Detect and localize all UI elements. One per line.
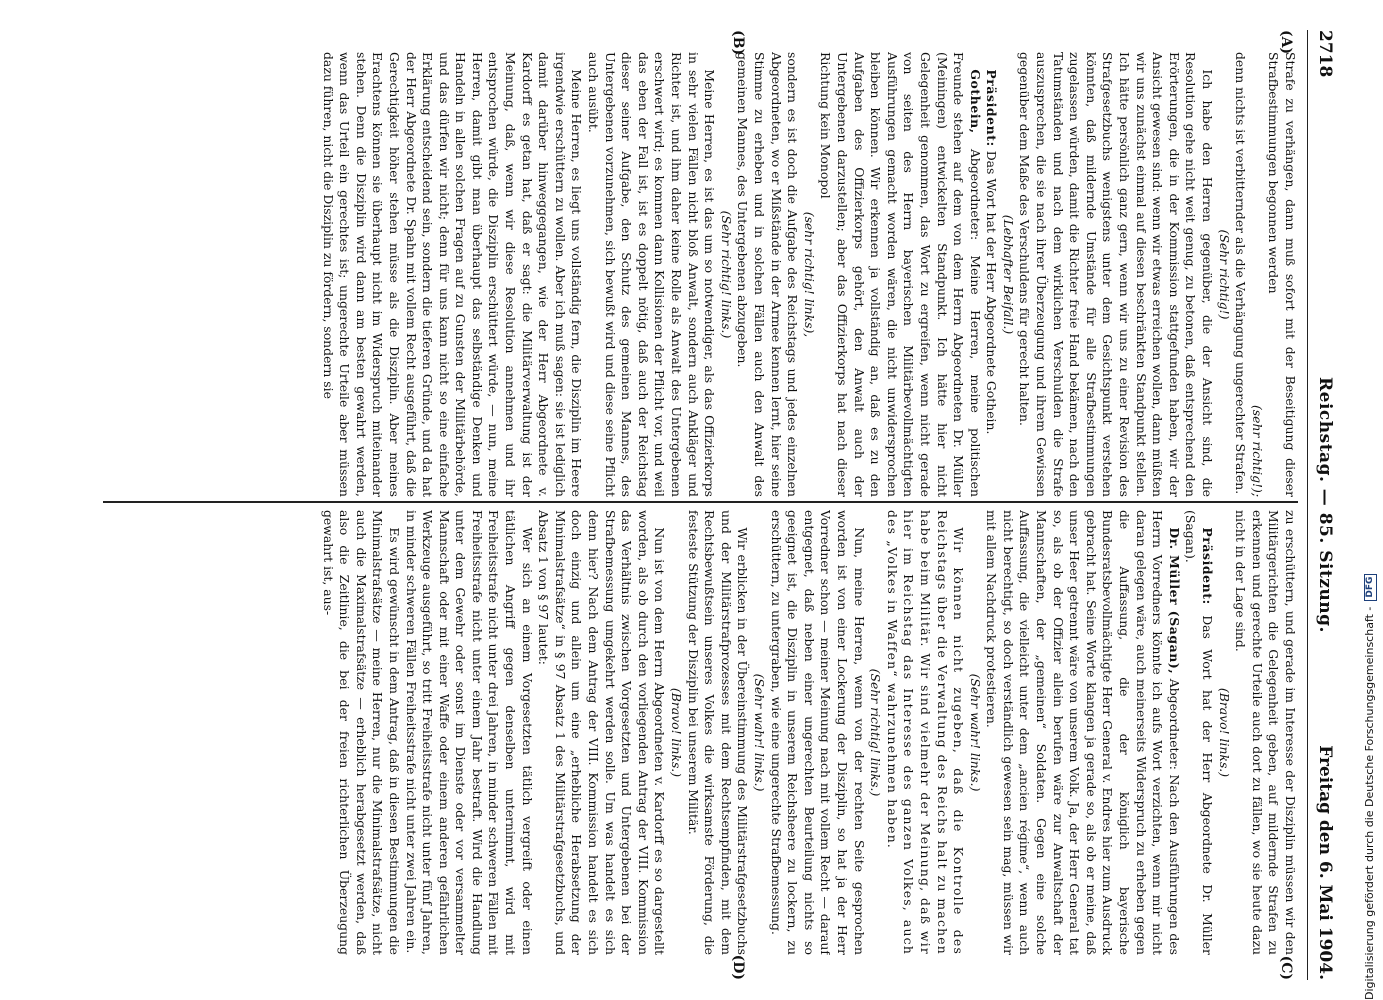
dfg-logo: DFG	[1364, 574, 1377, 601]
paragraph: Abgeordneter: Nach den Ausführungen des Herrn Vorredners könnte ich aufs Wort verzichten, wenn mir nicht daran gelegen wäre, auch meinerseits Widerspruch zu erheben gegen die Auffassung, die der königlich bayerische Bundesratsbevollmächtigte Herr General v. Endres hier zum Ausdruck gebracht hat. Seine Worte klangen ja gerade so, als ob er meine, daß unser Heer getrennt wäre von unserem Volk. Ja, der Herr General tat so, als ob der Offizier allein berufen wäre zur Anwaltschaft der Mannschaften, der „gemeinen“ Soldaten. Gegen eine solche Auffassung, die vielleicht unter dem „ancien régime“, wenn auch nicht berechtigt, so doch verständlich gewesen sein mag, müssen wir mit allem Nachdruck protestieren.	[984, 510, 1182, 955]
interjection: (Lebhafter Beifall.)	[1000, 214, 1016, 335]
header-rule	[1307, 30, 1308, 980]
credit-text: Digitalisierung gefördert durch die Deutsche Forschungsgemeinschaft -	[1363, 606, 1376, 1000]
interjection: (Sehr richtig! links.)	[718, 210, 734, 339]
quotation: Wer sich an einem Vorgesetzten tätlich vergreift oder einen tätlichen Angriff gegen denselben unternimmt, wird mit Freiheitsstrafe nicht unter drei Jahren, in minder schweren Fällen mit Freiheitsstrafe nicht unter einem Jahr bestraft. Wird die Handlung unter dem Gewehr oder sonst im Dienste oder vor versammelter Mannschaft oder mit einer Waffe oder einem anderen gefährlichen Werkzeuge ausgeführt, so tritt Freiheitsstrafe nicht unter fünf Jahren, in minder schweren Fällen Freiheitsstrafe nicht unter zwei Jahren ein.	[403, 510, 535, 955]
column-divider	[103, 501, 1298, 503]
page-number: 2718	[1315, 30, 1335, 78]
paragraph: Nun, meine Herren, wenn von der rechten Seite gesprochen worden ist von einer Lockerung der Disziplin, so hat ja der Herr Vorredner schon — meiner Meinung nach mit vollem Recht — darauf entgegnet, daß neben einer ungerechten Beurteilung nichts so geeignet ist, die Disziplin in unserem Reichsheere zu lockern, zu erschüttern, zu untergraben, wie eine ungerechte Strafbemessung.	[768, 510, 867, 955]
paragraph: Abgeordneter: Meine Herren, meine politischen Freunde stehen auf dem von dem Herrn Abgeordneten Dr. Müller (Meiningen) entwickelten Standpunkt. Ich hätte hier nicht Gelegenheit genommen, das Wort zu ergreifen, wenn nicht gerade von seiten des Herrn bayerischen Militärbevollmächtigten Ausführungen gemacht worden wären, die nicht unwidersprochen bleiben können. Wir erkennen ja vollständig an, daß es zu den Aufgaben des Offizierkorps gehört, den Anwalt auch der Untergebenen darzustellen; aber das Offizierkorps hat nach dieser Richtung kein Monopol	[818, 52, 983, 497]
paragraph: Es wird gewünscht in dem Antrag, daß in diesen Bestimmungen die Minimalstrafsätze — meine Herren, nur die Minimalstrafsätze, nicht auch die Maximalstrafsätze — erheblich herabgesetzt werden, daß also die Zeitlinie, die bei der freien richterlichen Überzeugung gewahrt ist, aus-	[320, 510, 402, 955]
speaker-label: Präsident:	[1200, 527, 1216, 605]
paragraph: Das Wort hat der Herr Abgeordnete Gothein.	[984, 150, 1000, 435]
paragraph: denn nichts ist verbitternder als die Verhängung ungerechter Strafen.	[1233, 52, 1249, 495]
paragraph: sondern es ist doch die Aufgabe des Reichstags und jedes einzelnen Abgeordneten, wo er Mißstände in der Armee kennen lernt, hier seine Stimme zu erheben und in solchen Fällen auch den Anwalt des gemeinen Mannes, des Untergebenen abzugeben.	[735, 52, 801, 497]
interjection: (sehr richtig!);	[1249, 404, 1265, 497]
paragraph: Meine Herren, es ist das um so notwendiger, als das Offizierkorps in sehr vielen Fällen nicht bloß Anwalt, sondern auch Ankläger und Richter ist, und ihm daher keine Rolle als Anwalt des Untergebenen erschwert wird; es kommen dann Kollisionen der Pflicht vor, und weil das eben der Fall ist, ist es doppelt nötig, daß auch der Reichstag dieser seiner Aufgabe, den Schutz des gemeinen Mannes, des Untergebenen vorzunehmen, sich bewußt wird und diese seine Pflicht auch ausübt.	[586, 52, 718, 497]
left-column	[103, 52, 1298, 497]
speaker-label: Dr. Müller (Sagan),	[1166, 527, 1182, 675]
header-date: Freitag den 6. Mai 1904.	[1315, 745, 1335, 980]
margin-marker-d: (D)	[730, 954, 746, 980]
paragraph: Strafe zu verhängen, dann muß sofort mit der Beseitigung dieser Strafbestimmungen begonnen werden	[1266, 52, 1298, 497]
paragraph: Nun ist von dem Herrn Abgeordneten v. Kardorff es so dargestellt worden, als ob durch den vorliegenden Antrag der VIII. Kommission das Verhältnis zwischen Vorgesetzten und Untergebenen bei der Strafbemessung umgekehrt werden solle. Um was handelt es sich denn hier? Nach dem Antrag der VIII. Kommission handelt es sich doch einzig und allein um eine „erhebliche Herabsetzung der Minimalstrafsätze“ in § 97 Absatz 1 des Militärstrafgesetzbuchs, und Absatz 1 von § 97 lautet:	[536, 510, 668, 955]
margin-marker-a: (A)	[1278, 30, 1294, 55]
paragraph: Das Wort hat der Herr Abgeordnete Dr. Müller (Sagan).	[1183, 510, 1216, 955]
paragraph: Wir können nicht zugeben, daß die Kontrolle des Reichstags über die Verwaltung des Reichs halt zu machen habe beim Militär. Wir sind vielmehr der Meinung, daß wir hier im Reichstag das Interesse des ganzen Volkes, auch des „Volkes in Waffen“ wahrzunehmen haben.	[884, 510, 967, 955]
interjection: (Sehr richtig!)	[1216, 229, 1232, 320]
right-column	[103, 510, 1298, 955]
interjection: (Bravo! links.)	[1216, 687, 1232, 778]
digitization-credit	[1362, 440, 1378, 1000]
paragraph: Ich habe den Herren gegenüber, die der Ansicht sind, die Resolution gehe nicht weit genug, zu betonen, daß entsprechend den Erörterungen, die in der Kommission stattgefunden haben, wir der Ansicht gewesen sind: wenn wir etwas erreichen wollen, dann müßten wir uns zunächst einmal auf diesen beschränkten Standpunkt stellen. Ich hätte persönlich ganz gern, wenn wir uns zu einer Revision des Strafgesetzbuchs wenigstens unter dem Gesichtspunkt verstehen könnten, daß mildernde Umstände für alle Strafbestimmungen zugelassen würden, damit die Richter freie Hand bekämen, nach den Tatumständen und nach dem wirklichen Verschulden die Strafe auszusprechen, die sie nach ihrer Überzeugung und ihrem Gewissen gegenüber dem Maße des Verschuldens für gerecht halten.	[1017, 52, 1216, 497]
interjection: (sehr richtig! links),	[801, 211, 817, 338]
margin-marker-b: (B)	[730, 30, 746, 56]
interjection: (Bravo! links.)	[669, 687, 685, 778]
interjection: (Sehr wahr! links.)	[967, 673, 983, 792]
interjection: (Sehr wahr! links.)	[752, 673, 767, 792]
document-page	[93, 30, 1338, 980]
speaker-label: Präsident:	[984, 69, 1000, 147]
speaker-label: Gothein,	[967, 69, 983, 134]
margin-marker-c: (C)	[1278, 955, 1294, 980]
paragraph: zu erschüttern, und gerade im Interesse der Disziplin müssen wir den Militärgerichten die Gelegenheit geben, auf mildernde Strafen zu erkennen und gerechte Urteile auch dort zu fällen, wo sie heute dazu nicht in der Lage sind.	[1233, 510, 1298, 955]
header-title: Reichstag. — 85. Sitzung.	[1315, 377, 1335, 633]
paragraph: Meine Herren, es liegt uns vollständig fern, die Disziplin im Heere irgendwie erschüttern zu wollen. Aber ich muß sagen: sie ist lediglich damit darüber hinweggegangen, wie der Herr Abgeordnete v. Kardorff es getan hat, daß er sagt: die Militärverwaltung ist der Meinung, daß, wenn wir diese Resolution annehmen und ihr entsprochen würde, die Disziplin erschüttert würde, — nun, meine Herren, damit gibt man überhaupt das selbständige Denken und Handeln in allen solchen Fragen auf zu Gunsten der Militärbehörde, und das dürfen wir nicht; denn für uns kann nicht so eine einfache Erklärung entscheidend sein, sondern die tieferen Gründe, und da hat der Herr Abgeordnete Dr. Spahn mit vollem Recht ausgeführt, daß die Gerechtigkeit höher stehen müsse als die Disziplin. Aber meines Erachtens können sie überhaupt nicht im Widerspruch miteinander stehen. Denn die Disziplin wird dann am besten gewahrt werden, wenn das Urteil ein gerechtes ist; ungerechte Urteile aber müssen dazu führen, nicht die Disziplin zu fördern, sondern sie	[320, 52, 585, 497]
running-header	[1312, 30, 1338, 980]
interjection: (Sehr richtig! links.)	[868, 668, 884, 797]
paragraph: Wir erblicken in der Übereinstimmung des Militärstrafgesetzbuchs und der Militärstrafprozesses mit dem Rechtsempfinden, mit dem Rechtsbewußtsein unseres Volkes die wirksamste Förderung, die festeste Stützung der Disziplin bei unserem Militär.	[685, 510, 751, 955]
